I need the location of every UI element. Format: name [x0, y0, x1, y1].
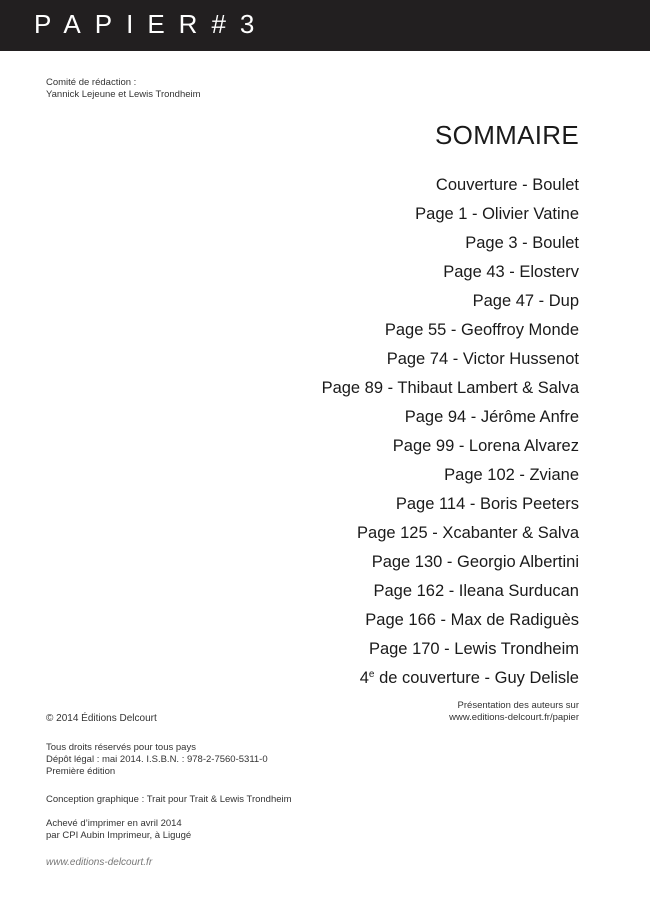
sommaire-title: SOMMAIRE	[435, 120, 579, 150]
rights-reserved: Tous droits réservés pour tous pays	[46, 742, 196, 753]
edition: Première édition	[46, 766, 116, 777]
header-bar	[0, 0, 650, 51]
copyright: © 2014 Éditions Delcourt	[46, 713, 157, 724]
toc-item: Page 162 - Ileana Surducan	[373, 582, 579, 600]
toc-item: Page 55 - Geoffroy Monde	[384, 321, 579, 339]
toc-item: Page 1 - Olivier Vatine	[415, 205, 579, 223]
toc-item: Page 89 - Thibaut Lambert & Salva	[321, 379, 579, 397]
toc-item: Page 3 - Boulet	[465, 234, 579, 252]
toc-item: Page 43 - Elosterv	[443, 263, 579, 281]
table-of-contents	[322, 171, 579, 693]
printing-info	[46, 818, 191, 842]
toc-item: Page 74 - Victor Hussenot	[386, 350, 579, 368]
toc-item: Page 170 - Lewis Trondheim	[368, 640, 579, 658]
presentation-text: Présentation des auteurs sur	[457, 700, 579, 711]
toc-item: Page 94 - Jérôme Anfre	[404, 408, 579, 426]
editorial-committee	[46, 77, 201, 101]
toc-item-back-cover	[322, 664, 579, 693]
toc-item: Page 47 - Dup	[472, 292, 579, 310]
header-title: PAPIER#3	[34, 9, 269, 39]
back-cover-number: 4	[359, 669, 369, 687]
rights-block	[46, 742, 268, 778]
committee-label: Comité de rédaction :	[46, 77, 137, 88]
printed-date: Achevé d’imprimer en avril 2014	[46, 818, 182, 829]
toc-item: Page 130 - Georgio Albertini	[371, 553, 579, 571]
toc-item: Page 166 - Max de Radiguès	[365, 611, 579, 629]
legal-deposit: Dépôt légal : mai 2014. I.S.B.N. : 978-2-7560-5311-0	[46, 754, 268, 765]
toc-item: Page 125 - Xcabanter & Salva	[357, 524, 579, 542]
toc-item: Couverture - Boulet	[435, 176, 579, 194]
printer: par CPI Aubin Imprimeur, à Ligugé	[46, 830, 192, 841]
committee-members: Yannick Lejeune et Lewis Trondheim	[46, 89, 201, 100]
graphic-design: Conception graphique : Trait pour Trait & Lewis Trondheim	[46, 794, 292, 805]
back-cover-superscript: e	[368, 669, 375, 680]
presentation-link[interactable]: www.editions-delcourt.fr/papier	[449, 712, 579, 723]
back-cover-text: de couverture - Guy Delisle	[374, 669, 579, 687]
toc-item: Page 99 - Lorena Alvarez	[392, 437, 579, 455]
authors-presentation	[449, 700, 579, 724]
toc-item: Page 102 - Zviane	[444, 466, 579, 484]
website-link[interactable]: www.editions-delcourt.fr	[46, 857, 153, 868]
toc-item: Page 114 - Boris Peeters	[395, 495, 579, 513]
